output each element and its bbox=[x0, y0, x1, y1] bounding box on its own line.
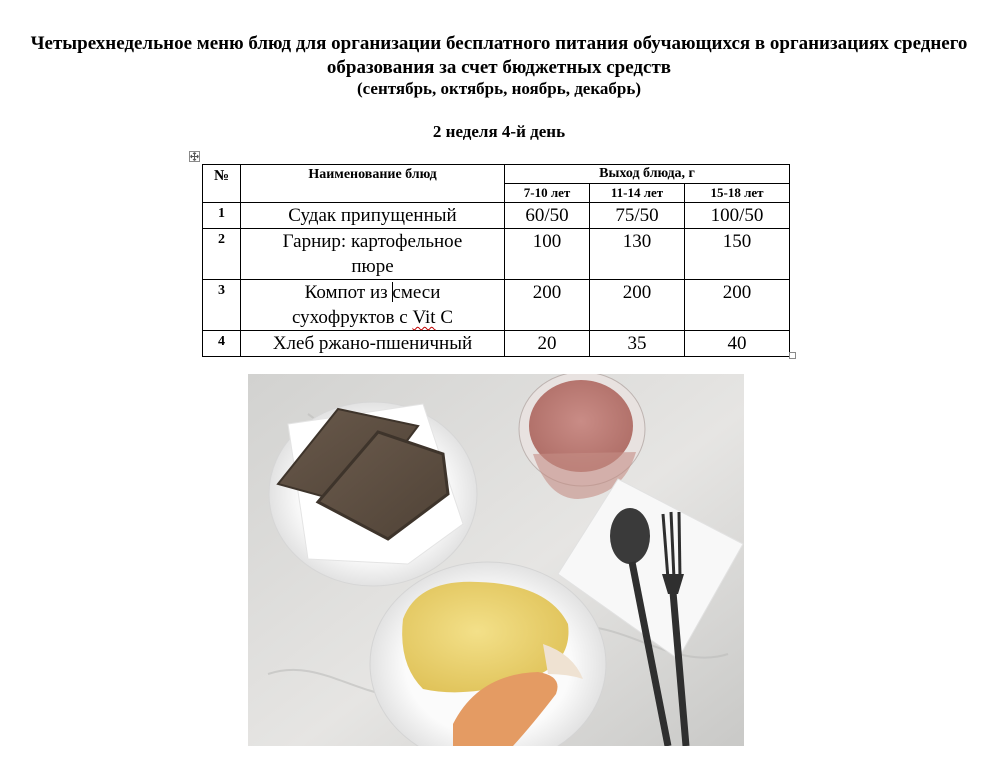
dish-name-part: C bbox=[435, 307, 454, 328]
bread-plate bbox=[269, 402, 477, 586]
document-title: Четырехнедельное меню блюд для организации бесплатного питания обучающихся в организациях среднего образования за счет бюджетных средств bbox=[30, 33, 968, 78]
dish-name: Хлеб ржано-пшеничный bbox=[241, 331, 505, 357]
table-row bbox=[203, 331, 790, 357]
header-age-15-18: 15-18 лет bbox=[685, 184, 790, 203]
dish-name-part: Компот из bbox=[304, 282, 393, 303]
output-15-18: 200 bbox=[685, 280, 790, 331]
header-age-7-10: 7-10 лет bbox=[505, 184, 590, 203]
week-day-heading: 2 неделя 4-й день bbox=[432, 122, 566, 141]
menu-table bbox=[202, 164, 790, 357]
output-7-10: 20 bbox=[505, 331, 590, 357]
header-dish-name: Наименование блюд bbox=[241, 165, 505, 203]
output-11-14: 75/50 bbox=[590, 203, 685, 229]
dish-name: Судак припущенный bbox=[241, 203, 505, 229]
table-row bbox=[203, 280, 790, 331]
output-7-10: 200 bbox=[505, 280, 590, 331]
dish-name: Гарнир: картофельное пюре bbox=[241, 229, 505, 280]
output-7-10: 60/50 bbox=[505, 203, 590, 229]
output-11-14: 200 bbox=[590, 280, 685, 331]
output-7-10: 100 bbox=[505, 229, 590, 280]
output-11-14: 35 bbox=[590, 331, 685, 357]
row-number: 3 bbox=[203, 280, 241, 331]
meal-photo bbox=[248, 374, 744, 746]
dish-name-part: смеси сухофруктов с bbox=[291, 282, 441, 328]
months-subtitle: (сентябрь, октябрь, ноябрь, декабрь) bbox=[357, 79, 641, 98]
table-row bbox=[203, 229, 790, 280]
output-15-18: 100/50 bbox=[685, 203, 790, 229]
row-number: 1 bbox=[203, 203, 241, 229]
dish-name[interactable] bbox=[241, 280, 505, 331]
header-output: Выход блюда, г bbox=[505, 165, 790, 184]
row-number: 4 bbox=[203, 331, 241, 357]
table-move-handle-icon[interactable] bbox=[189, 151, 200, 162]
output-11-14: 130 bbox=[590, 229, 685, 280]
spellcheck-word: Vit bbox=[412, 307, 436, 328]
output-15-18: 150 bbox=[685, 229, 790, 280]
table-row bbox=[203, 203, 790, 229]
table-resize-handle[interactable] bbox=[789, 352, 796, 359]
header-number: № bbox=[203, 165, 241, 203]
output-15-18: 40 bbox=[685, 331, 790, 357]
header-age-11-14: 11-14 лет bbox=[590, 184, 685, 203]
row-number: 2 bbox=[203, 229, 241, 280]
